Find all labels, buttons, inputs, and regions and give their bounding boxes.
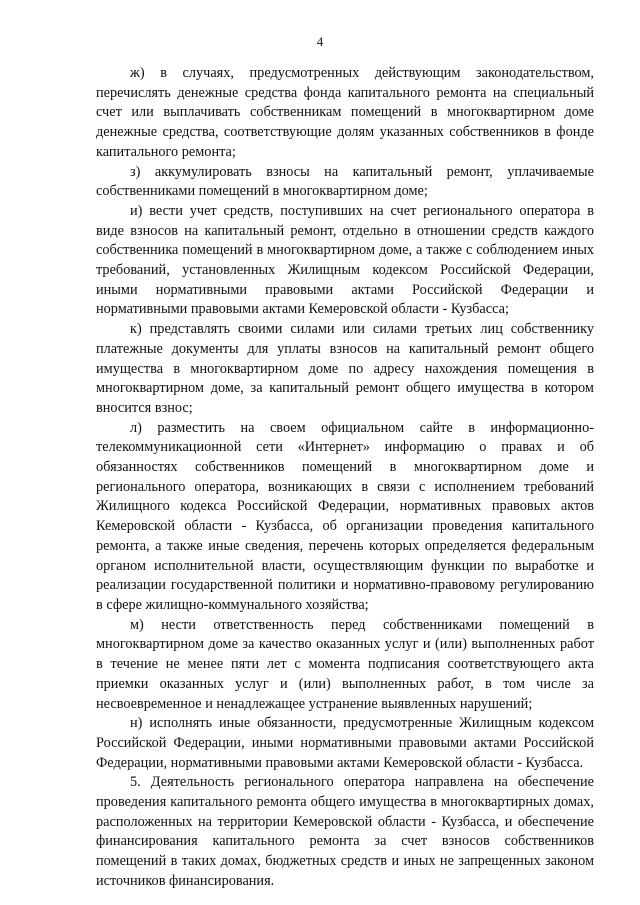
paragraph-i: и) вести учет средств, поступивших на счет регионального оператора в виде взносов на капитальный ремонт, отдельно в отношении средств каждого собственника помещений в многоквартирном доме, а также с соблюдением иных требований, установленных Жилищным кодексом Российской Федерации, иными нормативными правовыми актами Российской Федерации и нормативными правовыми актами Кемеровской области - Кузбасса; xyxy=(96,202,594,318)
page-number: 4 xyxy=(316,34,324,49)
document-body xyxy=(96,64,594,892)
paragraph-zh: ж) в случаях, предусмотренных действующим законодательством, перечислять денежные средства фонда капитального ремонта на специальный счет или выплачивать собственникам помещений в многоквартирном доме денежные средства, соответствующие долям указанных собственников в фонде капитального ремонта; xyxy=(96,65,594,160)
paragraph-m: м) нести ответственность перед собственниками помещений в многоквартирном доме за качество оказанных услуг и (или) выполненных работ в течение не менее пяти лет с момента подписания соответствующего акта приемки оказанных услуг и (или) выполненных работ, в том числе за несвоевременное и ненадлежащее устранение выявленных нарушений; xyxy=(96,616,594,712)
paragraph-section-5: 5. Деятельность регионального оператора направлена на обеспечение проведения капитального ремонта общего имущества в многоквартирных домах, расположенных на территории Кемеровской области - Кузбасса, и обеспечение финансирования капитального ремонта за счет взносов собственников помещений в таких домах, бюджетных средств и иных не запрещенных законом источников финансирования. xyxy=(96,774,594,889)
paragraph-z: з) аккумулировать взносы на капитальный ремонт, уплачиваемые собственниками помещений в многоквартирном доме; xyxy=(96,163,594,200)
paragraph-n: н) исполнять иные обязанности, предусмотренные Жилищным кодексом Российской Федерации, иными нормативными правовыми актами Российской Федерации, нормативными правовыми актами Кемеровской области - Кузбасса. xyxy=(96,715,594,771)
paragraph-k: к) представлять своими силами или силами третьих лиц собственнику платежные документы для уплаты взносов на капитальный ремонт общего имущества в многоквартирном доме по адресу нахождения помещения в многоквартирном доме, за капитальный ремонт общего имущества в котором вносится взнос; xyxy=(96,321,594,416)
paragraph-l: л) разместить на своем официальном сайте в информационно-телекоммуникационной сети «Интернет» информацию о правах и об обязанностях собственников помещений в многоквартирном доме и регионального оператора, возникающих в связи с исполнением требований Жилищного кодекса Российской Федерации, нормативных правовых актов Кемеровской области - Кузбасса, об организации проведения капитального ремонта, а также иные сведения, перечень которых определяется федеральным органом исполнительной власти, осуществляющим функции по выработке и реализации государственной политики и нормативно-правовому регулированию в сфере жилищно-коммунального хозяйства; xyxy=(96,419,594,613)
